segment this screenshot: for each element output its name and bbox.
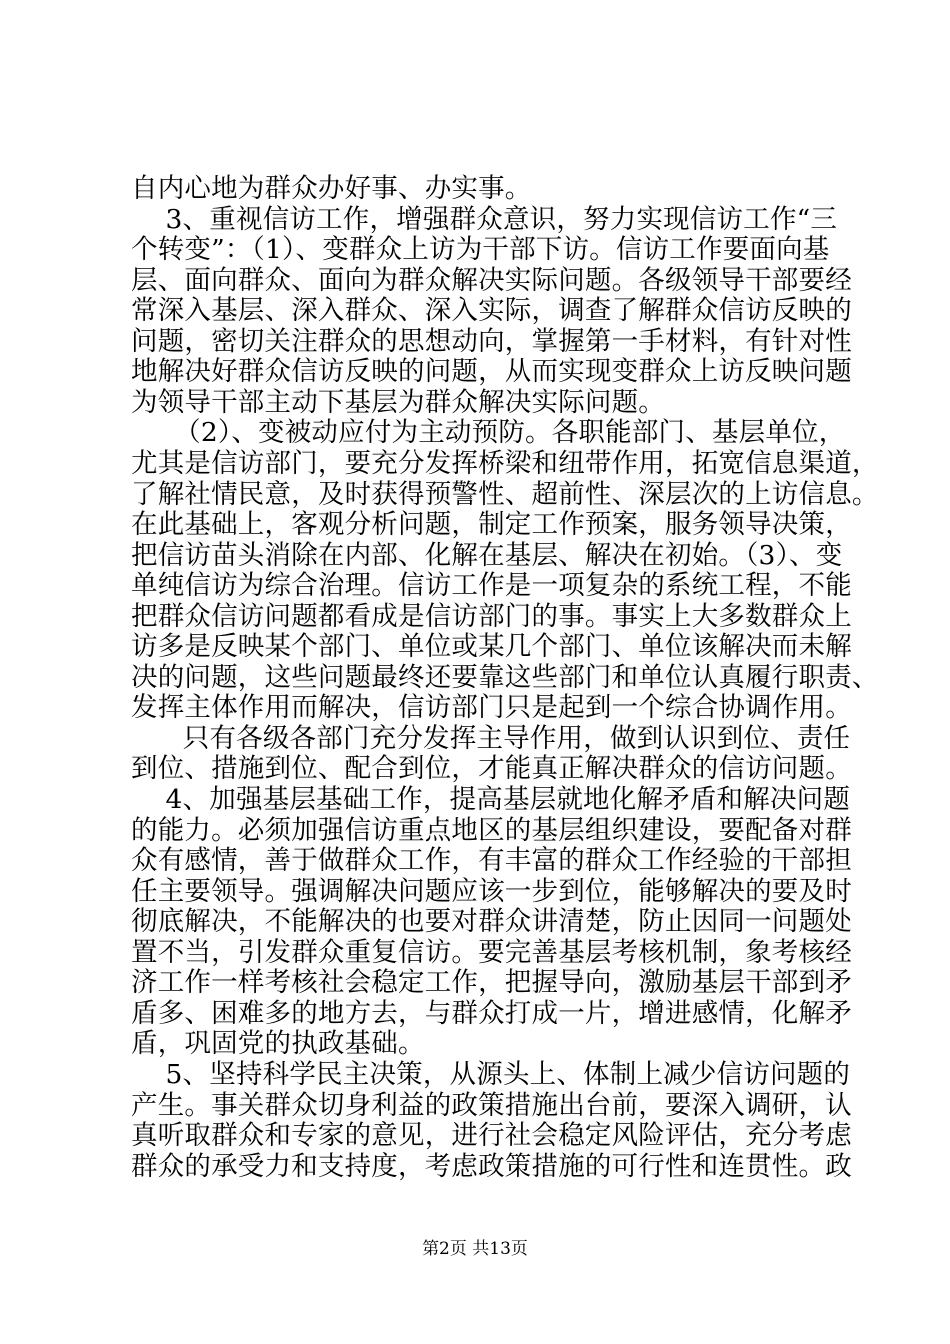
text-line: 到位、措施到位、配合到位，才能真正解决群众的信访问题。 bbox=[131, 753, 852, 785]
text-line: 5、坚持科学民主决策，从源头上、体制上减少信访问题的 bbox=[131, 1058, 851, 1090]
text-line: 真听取群众和专家的意见，进行社会稳定风险评估，充分考虑 bbox=[131, 1120, 852, 1152]
text-line: 任主要领导。强调解决问题应该一步到位，能够解决的要及时 bbox=[131, 875, 852, 907]
text-line: 在此基础上，客观分析问题，制定工作预案，服务领导决策， bbox=[131, 509, 852, 541]
text-line: 个转变”：（1）、变群众上访为干部下访。信访工作要面向基 bbox=[131, 234, 830, 266]
text-line: 为领导干部主动下基层为群众解决实际问题。 bbox=[131, 386, 665, 418]
text-line: 层、面向群众、面向为群众解决实际问题。各级领导干部要经 bbox=[131, 264, 852, 296]
text-line: 了解社情民意，及时获得预警性、超前性、深层次的上访信息。 bbox=[131, 478, 879, 510]
text-line: 把信访苗头消除在内部、化解在基层、解决在初始。（3）、变 bbox=[131, 539, 843, 571]
text-line: 问题，密切关注群众的思想动向，掌握第一手材料，有针对性 bbox=[131, 325, 852, 357]
text-line: （2）、变被动应付为主动预防。各职能部门、基层单位， bbox=[131, 417, 846, 449]
text-line: 发挥主体作用而解决，信访部门只是起到一个综合协调作用。 bbox=[131, 692, 852, 724]
text-line: 盾多、困难多的地方去，与群众打成一片，增进感情，化解矛 bbox=[131, 997, 852, 1029]
text-line: 地解决好群众信访反映的问题，从而实现变群众上访反映问题 bbox=[131, 356, 852, 388]
text-line: 的能力。必须加强信访重点地区的基层组织建设，要配备对群 bbox=[131, 814, 852, 846]
text-line: 尤其是信访部门，要充分发挥桥梁和纽带作用，拓宽信息渠道， bbox=[131, 447, 879, 479]
text-line: 群众的承受力和支持度，考虑政策措施的可行性和连贯性。政 bbox=[131, 1150, 852, 1182]
page-footer: 第2页 共13页 bbox=[422, 1239, 528, 1259]
text-line: 决的问题，这些问题最终还要靠这些部门和单位认真履行职责、 bbox=[131, 661, 879, 693]
text-line: 产生。事关群众切身利益的政策措施出台前，要深入调研，认 bbox=[131, 1089, 852, 1121]
text-line: 常深入基层、深入群众、深入实际，调查了解群众信访反映的 bbox=[131, 295, 852, 327]
text-line: 自内心地为群众办好事、办实事。 bbox=[131, 173, 532, 204]
text-line: 单纯信访为综合治理。信访工作是一项复杂的系统工程，不能 bbox=[131, 570, 852, 602]
text-line: 置不当，引发群众重复信访。要完善基层考核机制，象考核经 bbox=[131, 936, 852, 968]
text-line: 彻底解决，不能解决的也要对群众讲清楚，防止因同一问题处 bbox=[131, 906, 852, 938]
text-line: 把群众信访问题都看成是信访部门的事。事实上大多数群众上 bbox=[131, 600, 852, 632]
text-line: 3、重视信访工作，增强群众意识，努力实现信访工作“三 bbox=[131, 203, 838, 235]
text-line: 只有各级各部门充分发挥主导作用，做到认识到位、责任 bbox=[131, 722, 851, 754]
text-line: 众有感情，善于做群众工作，有丰富的群众工作经验的干部担 bbox=[131, 845, 852, 877]
text-line: 济工作一样考核社会稳定工作，把握导向，激励基层干部到矛 bbox=[131, 967, 852, 999]
text-line: 访多是反映某个部门、单位或某几个部门、单位该解决而未解 bbox=[131, 631, 852, 663]
text-line: 4、加强基层基础工作，提高基层就地化解矛盾和解决问题 bbox=[131, 784, 851, 815]
text-line: 盾，巩固党的执政基础。 bbox=[131, 1028, 425, 1060]
